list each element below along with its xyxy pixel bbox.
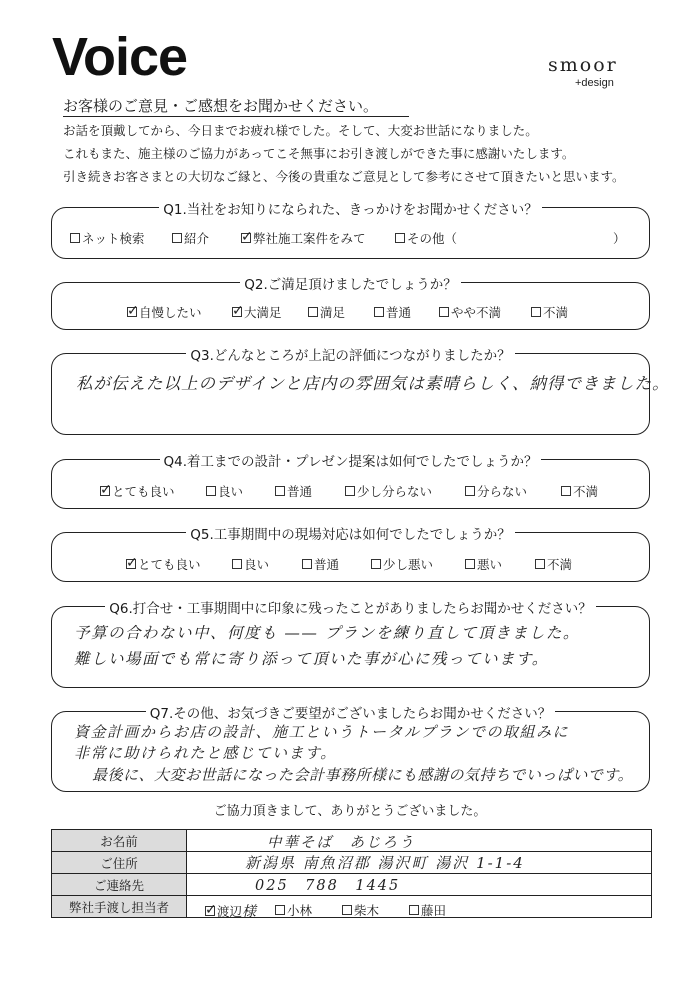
checkmark-icon: ✓ bbox=[126, 555, 138, 571]
staff-field bbox=[187, 896, 652, 918]
table-row bbox=[52, 874, 652, 896]
checkbox-icon[interactable] bbox=[232, 559, 242, 569]
checkbox-icon[interactable] bbox=[395, 233, 405, 243]
q5-option[interactable]: 悪い bbox=[465, 555, 502, 573]
question-1-label: Q1.当社をお知りになられた、きっかけをお聞かせください？ bbox=[159, 202, 542, 218]
checkbox-icon[interactable] bbox=[374, 307, 384, 317]
checkbox-icon[interactable] bbox=[275, 905, 285, 915]
contact-field[interactable] bbox=[187, 874, 652, 896]
checkbox-icon[interactable] bbox=[409, 905, 419, 915]
q1-option-close: ） bbox=[613, 231, 626, 246]
company-logo-subtitle: +design bbox=[575, 77, 614, 89]
checkbox-icon[interactable] bbox=[127, 303, 139, 319]
staff-option[interactable]: ✓ 渡辺 様 bbox=[205, 902, 257, 920]
checkbox-icon[interactable] bbox=[465, 559, 475, 569]
q4-option[interactable]: 分らない bbox=[465, 482, 527, 500]
question-7-answer-line-1: 資金計画からお店の設計、施工というトータルプランでの取組みに bbox=[74, 723, 570, 741]
q2-option[interactable]: 満足 bbox=[308, 303, 345, 321]
checkmark-icon: ✓ bbox=[205, 902, 217, 918]
staff-option[interactable]: 藤田 bbox=[409, 901, 446, 919]
q1-option[interactable]: ネット検索 bbox=[70, 229, 145, 247]
table-row bbox=[52, 830, 652, 852]
q5-option[interactable]: 少し悪い bbox=[371, 555, 433, 573]
question-2-box bbox=[51, 277, 650, 330]
question-6-answer-line-2: 難しい場面でも常に寄り添って頂いた事が心に残っています。 bbox=[74, 650, 549, 668]
staff-label: 弊社手渡し担当者 bbox=[52, 896, 187, 918]
address-field[interactable] bbox=[187, 852, 652, 874]
table-row bbox=[52, 896, 652, 918]
question-6-box bbox=[51, 601, 650, 688]
intro-line-1: お話を頂戴してから、今日までお疲れ様でした。そして、大変お世話になりました。 bbox=[63, 123, 538, 138]
heading-underline bbox=[63, 116, 409, 117]
checkbox-icon[interactable] bbox=[345, 486, 355, 496]
question-2-label: Q2.ご満足頂けましたでしょうか？ bbox=[240, 277, 461, 293]
staff-suffix: 様 bbox=[242, 904, 257, 920]
q1-option[interactable]: 紹介 bbox=[172, 229, 209, 247]
question-6-label: Q6.打合せ・工事期間中に印象に残ったことがありましたらお聞かせください？ bbox=[105, 601, 596, 617]
name-label: お名前 bbox=[52, 830, 187, 852]
checkbox-icon[interactable] bbox=[371, 559, 381, 569]
q5-option[interactable]: 良い bbox=[232, 555, 269, 573]
checkbox-icon[interactable] bbox=[302, 559, 312, 569]
staff-option[interactable]: 柴木 bbox=[342, 901, 379, 919]
q2-option[interactable]: ✓ 自慢したい bbox=[127, 303, 202, 320]
q4-option[interactable]: 不満 bbox=[561, 482, 598, 500]
checkbox-icon[interactable] bbox=[342, 905, 352, 915]
intro-line-3: 引き続きお客さまとの大切なご縁と、今後の貴重なご意見として参考にさせて頂きたいと思います。 bbox=[63, 169, 625, 184]
checkbox-icon[interactable] bbox=[172, 233, 182, 243]
q5-option[interactable]: 普通 bbox=[302, 555, 339, 573]
q1-option[interactable]: ✓ 弊社施工案件をみて bbox=[241, 229, 366, 246]
question-3-box bbox=[51, 348, 670, 435]
q4-option[interactable]: 普通 bbox=[275, 482, 312, 500]
question-3-answer: 私が伝えた以上のデザインと店内の雰囲気は素晴らしく、納得できました。 bbox=[76, 374, 670, 393]
section-heading: お客様のご意見・ご感想をお聞かせください。 bbox=[63, 97, 379, 115]
checkbox-icon[interactable] bbox=[241, 229, 253, 245]
checkbox-icon[interactable] bbox=[126, 555, 138, 571]
question-4-label: Q4.着工までの設計・プレゼン提案は如何でしたでしょうか？ bbox=[160, 454, 542, 470]
contact-value: 025 788 1445 bbox=[255, 878, 401, 894]
q5-option[interactable]: ✓ とても良い bbox=[126, 555, 201, 572]
staff-option[interactable]: 小林 bbox=[275, 901, 312, 919]
q2-option[interactable]: 普通 bbox=[374, 303, 411, 321]
q5-option[interactable]: 不満 bbox=[535, 555, 572, 573]
checkbox-icon[interactable] bbox=[465, 486, 475, 496]
q4-option[interactable]: 少し分らない bbox=[345, 482, 432, 500]
table-row bbox=[52, 852, 652, 874]
checkbox-icon[interactable] bbox=[535, 559, 545, 569]
checkbox-icon[interactable] bbox=[561, 486, 571, 496]
question-5-box bbox=[51, 527, 650, 582]
question-7-answer-line-3: 最後に、大変お世話になった会計事務所様にも感謝の気持ちでいっぱいです。 bbox=[92, 766, 634, 784]
question-4-box bbox=[51, 454, 650, 509]
checkbox-icon[interactable] bbox=[205, 902, 217, 918]
checkbox-icon[interactable] bbox=[531, 307, 541, 317]
q1-option[interactable]: その他（ bbox=[395, 229, 457, 247]
q2-option[interactable]: 不満 bbox=[531, 303, 568, 321]
thanks-message: ご協力頂きまして、ありがとうございました。 bbox=[213, 804, 487, 819]
checkbox-icon[interactable] bbox=[206, 486, 216, 496]
question-7-box bbox=[51, 706, 650, 792]
name-field[interactable] bbox=[187, 830, 652, 852]
question-7-answer-line-2: 非常に助けられたと感じています。 bbox=[74, 744, 337, 762]
address-label: ご住所 bbox=[52, 852, 187, 874]
question-1-box bbox=[51, 202, 650, 259]
checkbox-icon[interactable] bbox=[232, 303, 244, 319]
checkbox-icon[interactable] bbox=[308, 307, 318, 317]
question-3-label: Q3.どんなところが上記の評価につながりましたか？ bbox=[186, 348, 514, 364]
question-6-answer-line-1: 予算の合わない中、何度も —— プランを練り直して頂きました。 bbox=[74, 624, 580, 642]
checkbox-icon[interactable] bbox=[275, 486, 285, 496]
checkbox-icon[interactable] bbox=[100, 482, 112, 498]
q4-option[interactable]: ✓ とても良い bbox=[100, 482, 175, 499]
page-title: Voice bbox=[52, 27, 188, 87]
question-5-label: Q5.工事期間中の現場対応は如何でしたでしょうか？ bbox=[186, 527, 515, 543]
checkmark-icon: ✓ bbox=[100, 482, 112, 498]
checkmark-icon: ✓ bbox=[241, 229, 253, 245]
company-logo: smoor bbox=[548, 54, 618, 76]
checkmark-icon: ✓ bbox=[232, 303, 244, 319]
checkbox-icon[interactable] bbox=[439, 307, 449, 317]
intro-line-2: これもまた、施主様のご協力があってこそ無事にお引き渡しができた事に感謝いたします。 bbox=[63, 146, 575, 161]
q4-option[interactable]: 良い bbox=[206, 482, 243, 500]
q2-option[interactable]: やや不満 bbox=[439, 303, 501, 321]
customer-info-table bbox=[51, 829, 652, 918]
question-7-label: Q7.その他、お気づきご要望がございましたらお聞かせください？ bbox=[146, 706, 556, 722]
address-value: 新潟県 南魚沼郡 湯沢町 湯沢 1-1-4 bbox=[245, 854, 525, 872]
checkmark-icon: ✓ bbox=[127, 303, 139, 319]
name-value: 中華そば あじろう bbox=[267, 835, 416, 851]
checkbox-icon[interactable] bbox=[70, 233, 80, 243]
q2-option[interactable]: ✓ 大満足 bbox=[232, 303, 282, 320]
contact-label: ご連絡先 bbox=[52, 874, 187, 896]
